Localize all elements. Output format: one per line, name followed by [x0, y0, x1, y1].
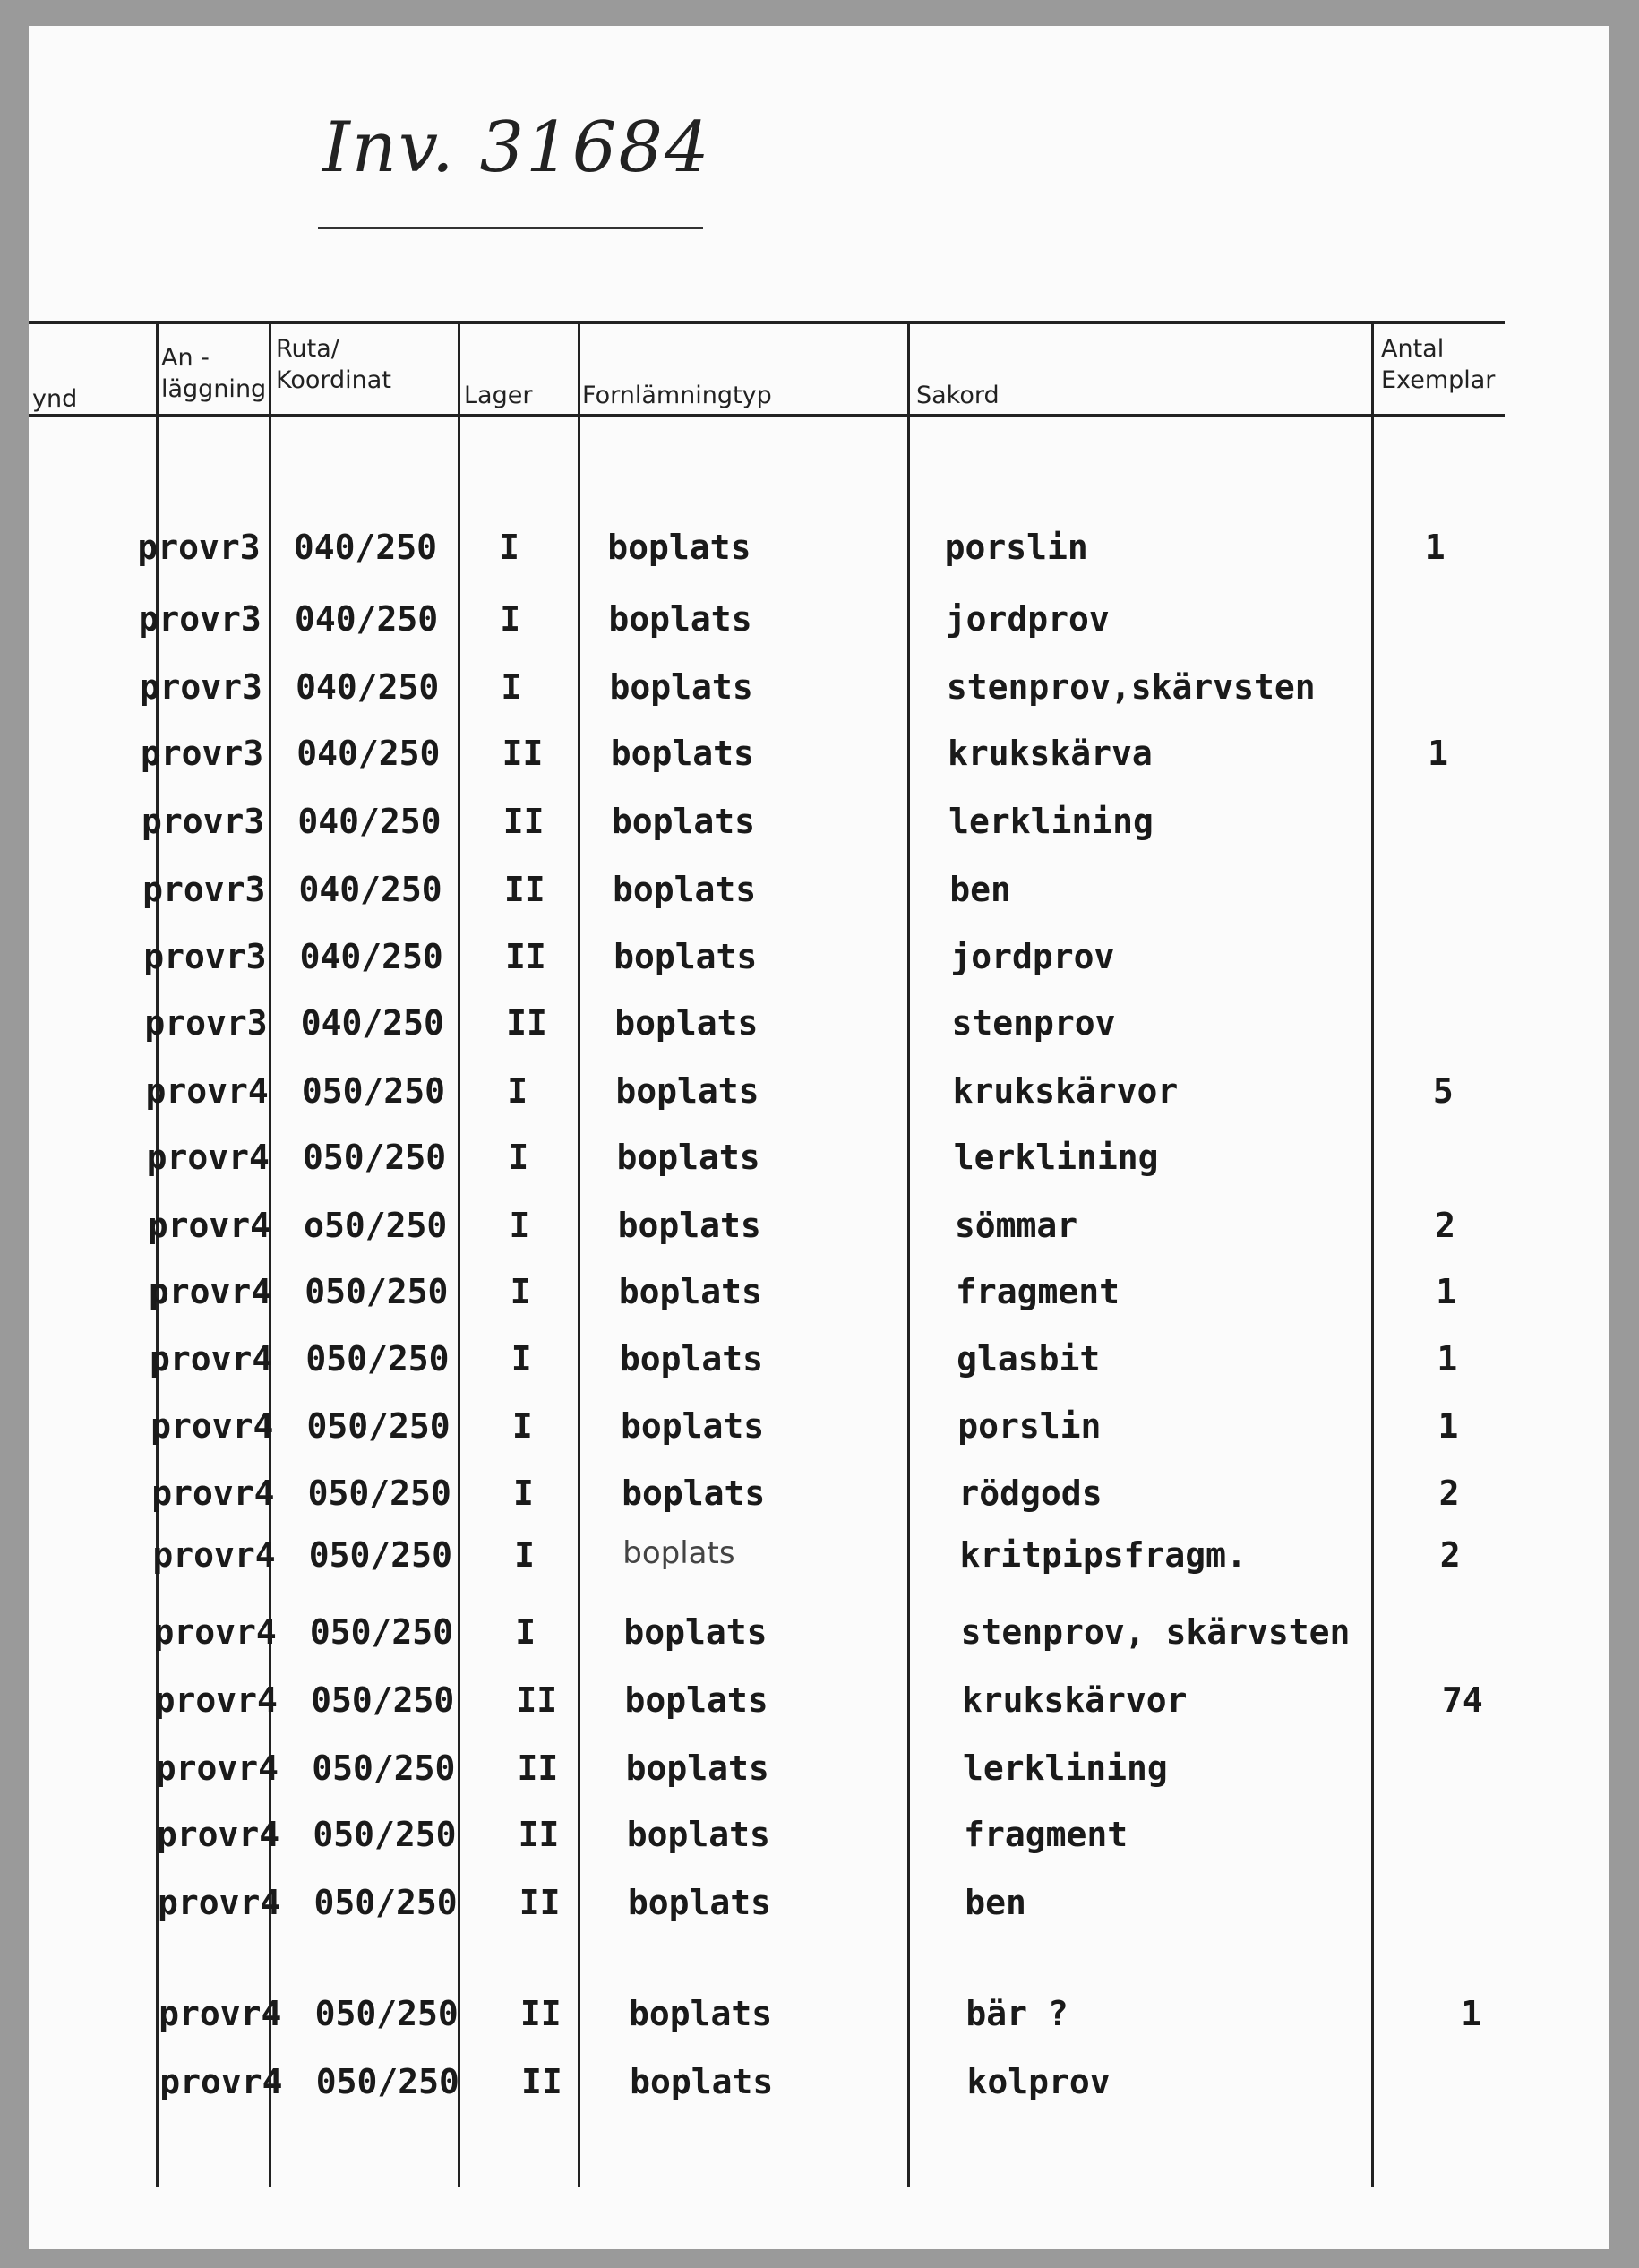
cell-sakord: ben: [965, 1882, 1026, 1922]
cell-anlaggning: provr4: [155, 1748, 279, 1788]
cell-koordinat: 050/250: [314, 1994, 459, 2034]
column-divider: [907, 324, 910, 2187]
cell-sakord: jordprov: [945, 599, 1110, 640]
cell-lager: I: [513, 1473, 534, 1513]
cell-typ: boplats: [614, 1002, 759, 1043]
cell-lager: I: [510, 1272, 531, 1312]
header-sakord: Sakord: [916, 382, 1000, 409]
cell-koordinat: 040/250: [296, 667, 440, 708]
cell-sakord: lerklining: [962, 1748, 1168, 1788]
cell-typ: boplats: [608, 599, 752, 640]
cell-typ: boplats: [616, 1138, 760, 1178]
cell-anlaggning: provr3: [139, 667, 262, 708]
cell-lager: II: [502, 734, 544, 774]
cell-typ: boplats: [630, 2062, 774, 2102]
cell-anlaggning: provr4: [159, 1994, 282, 2034]
cell-anlaggning: provr4: [152, 1535, 276, 1576]
handwritten-inventory-number: Inv. 31684: [322, 107, 711, 188]
cell-typ: boplats: [618, 1272, 762, 1312]
cell-typ: boplats: [615, 1070, 759, 1111]
cell-sakord: bär ?: [965, 1994, 1068, 2034]
cell-koordinat: 050/250: [305, 1338, 450, 1379]
cell-koordinat: 050/250: [315, 2062, 459, 2102]
cell-lager: I: [509, 1205, 530, 1245]
cell-typ: boplats: [617, 1205, 761, 1245]
cell-koordinat: 050/250: [301, 1070, 446, 1111]
cell-koordinat: 050/250: [307, 1473, 451, 1513]
cell-anlaggning: provr4: [146, 1138, 270, 1178]
column-divider: [1371, 324, 1374, 2187]
cell-antal: 1: [1461, 1994, 1482, 2034]
cell-koordinat: 050/250: [312, 1748, 456, 1788]
cell-anlaggning: provr4: [150, 1406, 274, 1447]
cell-antal: 2: [1439, 1535, 1461, 1576]
cell-lager: I: [511, 1406, 533, 1447]
cell-koordinat: 040/250: [299, 936, 443, 976]
cell-typ: boplats: [614, 936, 758, 976]
header-ruta-koordinat: Ruta/ Koordinat: [276, 335, 391, 395]
cell-lager: II: [503, 870, 545, 910]
cell-anlaggning: provr3: [141, 802, 265, 842]
cell-typ: boplats: [626, 1814, 770, 1854]
cell-anlaggning: provr3: [138, 599, 262, 640]
cell-lager: II: [517, 1748, 559, 1788]
cell-anlaggning: provr4: [154, 1680, 278, 1720]
cell-typ: boplats: [619, 1338, 764, 1379]
header-fornlamningtyp: Fornlämningtyp: [582, 382, 772, 409]
cell-koordinat: o50/250: [304, 1205, 448, 1245]
cell-antal: 1: [1428, 734, 1449, 774]
cell-anlaggning: provr3: [137, 527, 261, 567]
cell-antal: 1: [1437, 1406, 1459, 1447]
cell-anlaggning: provr4: [147, 1205, 270, 1245]
cell-sakord: porslin: [957, 1406, 1102, 1447]
handwritten-underline: [318, 227, 703, 229]
cell-koordinat: 040/250: [294, 599, 439, 640]
cell-lager: II: [504, 936, 546, 976]
cell-sakord: sömmar: [954, 1205, 1078, 1245]
cell-koordinat: 040/250: [298, 870, 442, 910]
header-lager: Lager: [464, 382, 533, 409]
cell-sakord: lerklining: [953, 1138, 1159, 1178]
cell-typ: boplats: [629, 1994, 773, 2034]
column-divider: [458, 324, 460, 2187]
cell-typ: boplats: [610, 734, 754, 774]
cell-anlaggning: provr3: [144, 1002, 268, 1043]
cell-antal: 1: [1424, 527, 1446, 567]
cell-antal: 2: [1438, 1473, 1460, 1513]
header-fynd: ynd: [32, 385, 78, 413]
cell-antal: 1: [1436, 1272, 1457, 1312]
cell-koordinat: 040/250: [297, 802, 442, 842]
cell-sakord: fragment: [956, 1272, 1120, 1312]
cell-anlaggning: provr4: [156, 1814, 280, 1854]
table-top-rule: [29, 321, 1505, 324]
cell-koordinat: 050/250: [308, 1535, 452, 1576]
cell-sakord: stenprov,skärvsten: [946, 667, 1316, 708]
cell-lager: II: [521, 2062, 562, 2102]
cell-lager: I: [507, 1070, 528, 1111]
cell-koordinat: 040/250: [296, 734, 441, 774]
cell-koordinat: 050/250: [305, 1272, 449, 1312]
cell-anlaggning: provr3: [142, 870, 266, 910]
cell-sakord: rödgods: [958, 1473, 1103, 1513]
cell-koordinat: 040/250: [300, 1002, 444, 1043]
cell-lager: II: [519, 1882, 561, 1922]
cell-typ: boplats: [623, 1611, 768, 1652]
cell-koordinat: 040/250: [293, 527, 437, 567]
cell-sakord: stenprov, skärvsten: [960, 1611, 1351, 1652]
cell-sakord: kolprov: [966, 2062, 1111, 2102]
cell-antal: 5: [1432, 1070, 1454, 1111]
header-antal-exemplar: Antal Exemplar: [1381, 335, 1496, 395]
cell-typ: boplats: [624, 1680, 768, 1720]
cell-koordinat: 050/250: [313, 1814, 457, 1854]
cell-lager: II: [518, 1814, 560, 1854]
cell-koordinat: 050/250: [311, 1680, 455, 1720]
cell-lager: II: [502, 802, 545, 842]
cell-typ: boplats: [609, 667, 753, 708]
cell-anlaggning: provr4: [149, 1338, 273, 1379]
cell-anlaggning: provr3: [143, 936, 267, 976]
cell-sakord: fragment: [964, 1814, 1128, 1854]
cell-lager: II: [516, 1680, 558, 1720]
cell-antal: 74: [1441, 1680, 1483, 1720]
cell-koordinat: 050/250: [309, 1611, 454, 1652]
cell-lager: I: [499, 527, 520, 567]
cell-anlaggning: provr3: [140, 734, 264, 774]
cell-koordinat: 050/250: [303, 1138, 447, 1178]
cell-koordinat: 050/250: [313, 1882, 458, 1922]
cell-anlaggning: provr4: [148, 1272, 272, 1312]
cell-sakord: ben: [949, 870, 1011, 910]
cell-koordinat: 050/250: [306, 1406, 451, 1447]
cell-typ: boplats: [620, 1406, 765, 1447]
cell-lager: II: [506, 1002, 547, 1043]
cell-anlaggning: provr4: [153, 1611, 277, 1652]
cell-typ: boplats: [622, 1535, 735, 1572]
cell-lager: I: [501, 667, 522, 708]
cell-anlaggning: provr4: [145, 1070, 269, 1111]
cell-typ: boplats: [622, 1473, 766, 1513]
cell-lager: I: [511, 1338, 532, 1379]
cell-sakord: krukskärvor: [952, 1070, 1179, 1111]
cell-sakord: lerklining: [948, 802, 1154, 842]
cell-typ: boplats: [611, 802, 755, 842]
cell-typ: boplats: [627, 1882, 772, 1922]
cell-sakord: stenprov: [951, 1002, 1116, 1043]
cell-lager: I: [515, 1611, 536, 1652]
cell-sakord: krukskärva: [947, 734, 1153, 774]
header-anlaggning: An - läggning: [161, 344, 267, 404]
cell-antal: 1: [1437, 1338, 1458, 1379]
cell-anlaggning: provr4: [159, 2062, 283, 2102]
cell-sakord: jordprov: [950, 936, 1115, 976]
cell-lager: I: [500, 599, 521, 640]
header-bottom-rule: [29, 414, 1505, 417]
cell-sakord: kritpipsfragm.: [959, 1535, 1247, 1576]
cell-sakord: porslin: [944, 527, 1088, 567]
cell-sakord: krukskärvor: [961, 1680, 1188, 1720]
cell-lager: II: [519, 1994, 562, 2034]
cell-anlaggning: provr4: [158, 1882, 281, 1922]
cell-sakord: glasbit: [957, 1338, 1101, 1379]
cell-typ: boplats: [607, 527, 751, 567]
column-divider: [578, 324, 580, 2187]
cell-typ: boplats: [625, 1748, 769, 1788]
cell-anlaggning: provr4: [151, 1473, 275, 1513]
cell-antal: 2: [1435, 1205, 1455, 1245]
cell-lager: I: [514, 1535, 536, 1576]
cell-lager: I: [508, 1138, 529, 1178]
cell-typ: boplats: [612, 870, 757, 910]
